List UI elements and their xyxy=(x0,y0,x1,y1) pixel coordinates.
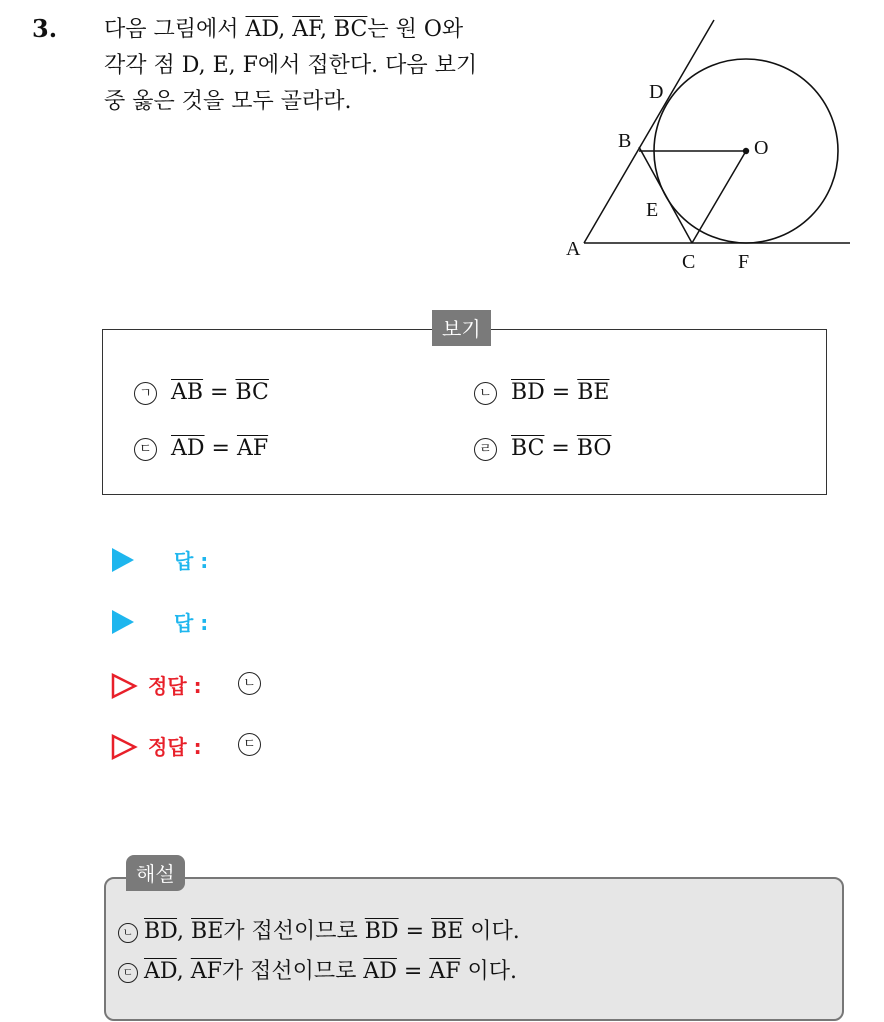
explanation-line-1: ㄴ $\overline{BD}$, $\overline{BE}$가 접선이므로 $\overline{BD} = \overline{BE}$ 이다. xyxy=(118,914,520,945)
choice-mark: ㄹ xyxy=(474,438,497,461)
answer-blank-label-1: 답 : xyxy=(174,549,209,573)
label-b: B xyxy=(618,130,632,152)
question-line-1: 다음 그림에서 $\overline{AD}$, $\overline{AF}$, $\overline{BC}$는 원 O와 xyxy=(104,17,464,42)
segment-af: $\overline{AF}$ xyxy=(292,17,320,42)
choices-title: 보기 xyxy=(432,310,491,346)
choice-mark: ㄷ xyxy=(134,438,157,461)
question-line-3: 중 옳은 것을 모두 골라라. xyxy=(104,89,352,114)
label-a: A xyxy=(566,238,581,260)
correct-answer-value-1: ㄴ xyxy=(238,670,275,695)
label-f: F xyxy=(738,251,750,273)
choice-item-1: ㄱ $\overline{AB} = \overline{BC}$ xyxy=(134,380,269,405)
label-d: D xyxy=(649,81,664,103)
segment-bc: $\overline{BC}$ xyxy=(333,17,368,42)
choice-item-2: ㄴ $\overline{BD} = \overline{BE}$ xyxy=(474,380,609,405)
explanation-line-2: ㄷ $\overline{AD}$, $\overline{AF}$가 접선이므로 $\overline{AD} = \overline{AF}$ 이다. xyxy=(118,954,517,985)
choice-mark: ㄴ xyxy=(474,382,497,405)
outline-arrow-icon xyxy=(110,672,138,700)
choice-mark: ㄱ xyxy=(134,382,157,405)
segment-ad: $\overline{AD}$ xyxy=(245,17,279,42)
label-e: E xyxy=(646,199,659,221)
correct-answer-label-2: 정답 : xyxy=(148,735,202,759)
explanation-box xyxy=(104,877,844,1021)
segment-line-co xyxy=(692,151,746,243)
label-o: O xyxy=(754,137,769,159)
question-line-2: 각각 점 D, E, F에서 접한다. 다음 보기 xyxy=(104,53,478,78)
question-number: 3. xyxy=(32,14,58,43)
play-arrow-icon xyxy=(112,610,134,634)
choices-box xyxy=(102,329,827,495)
correct-answer-value-2: ㄷ xyxy=(238,731,275,756)
correct-answer-label-1: 정답 : xyxy=(148,674,202,698)
label-c: C xyxy=(682,251,696,273)
tangent-line-bc xyxy=(639,147,692,243)
explanation-title: 해설 xyxy=(126,855,185,891)
choice-item-4: ㄹ $\overline{BC} = \overline{BO}$ xyxy=(474,436,611,461)
answer-blank-label-2: 답 : xyxy=(174,611,209,635)
choice-item-3: ㄷ $\overline{AD} = \overline{AF}$ xyxy=(134,436,268,461)
geometry-figure xyxy=(548,14,858,280)
question-text xyxy=(104,12,564,120)
center-point-o xyxy=(743,148,749,154)
play-arrow-icon xyxy=(112,548,134,572)
outline-arrow-icon xyxy=(110,733,138,761)
